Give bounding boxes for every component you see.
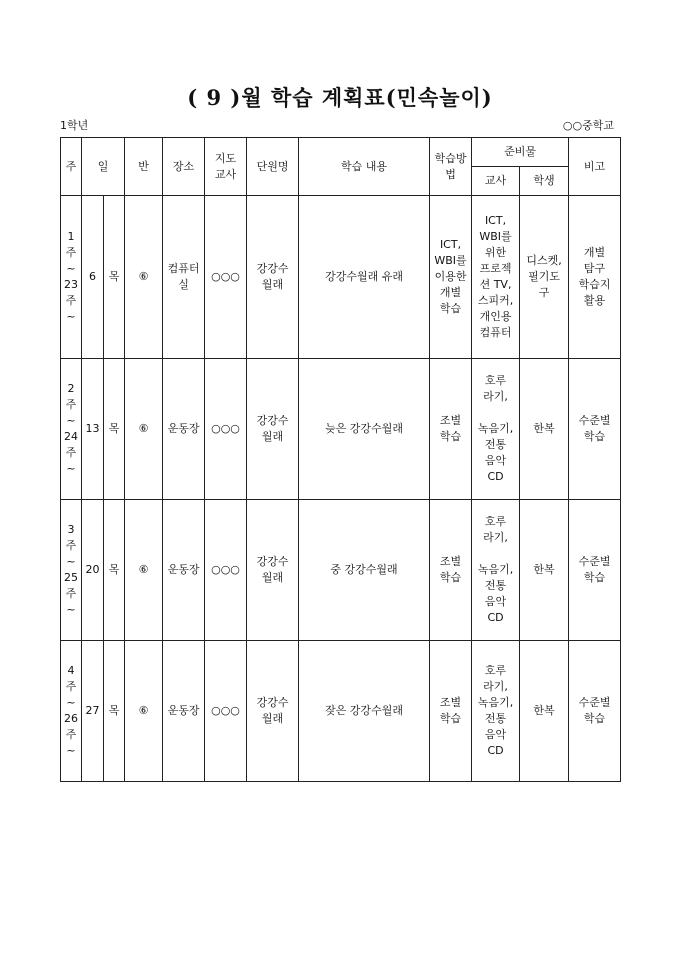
content-cell: 중 강강수월래 xyxy=(299,500,430,641)
lesson-plan-table xyxy=(60,137,621,782)
teacher-cell: ○○○ xyxy=(205,359,247,500)
mat-student-cell: 한복 xyxy=(520,359,569,500)
teacher-cell: ○○○ xyxy=(205,196,247,359)
mat-teacher-cell: ICT, WBI를 위한 프로젝 션 TV, 스피커, 개인용 컴퓨터 xyxy=(472,196,520,359)
class-cell: ⑥ xyxy=(125,359,163,500)
class-cell: ⑥ xyxy=(125,641,163,782)
place-cell: 운동장 xyxy=(163,359,205,500)
content-cell: 강강수월래 유래 xyxy=(299,196,430,359)
unit-cell: 강강수 월래 xyxy=(247,641,299,782)
unit-cell: 강강수 월래 xyxy=(247,196,299,359)
week-cell: 2 주 ~ 24 주 ~ xyxy=(61,359,82,500)
mat-teacher-cell: 호루 라기, 녹음기, 전통 음악 CD xyxy=(472,500,520,641)
mat-teacher-cell: 호루 라기, 녹음기, 전통 음악 CD xyxy=(472,641,520,782)
header-class: 반 xyxy=(125,138,163,196)
date-cell: 20 xyxy=(82,500,104,641)
week-cell: 3 주 ~ 25 주 ~ xyxy=(61,500,82,641)
note-cell: 수준별 학습 xyxy=(569,359,621,500)
header-method: 학습방 법 xyxy=(430,138,472,196)
table-row xyxy=(61,359,621,500)
unit-cell: 강강수 월래 xyxy=(247,359,299,500)
place-cell: 운동장 xyxy=(163,641,205,782)
weekday-cell: 목 xyxy=(104,359,125,500)
method-cell: 조별 학습 xyxy=(430,359,472,500)
header-row xyxy=(61,138,621,167)
header-mat-student: 학생 xyxy=(520,167,569,196)
table-row xyxy=(61,500,621,641)
header-unit: 단원명 xyxy=(247,138,299,196)
mat-teacher-cell: 호루 라기, 녹음기, 전통 음악 CD xyxy=(472,359,520,500)
header-teacher: 지도 교사 xyxy=(205,138,247,196)
header-note: 비고 xyxy=(569,138,621,196)
school-label: ○○중학교 xyxy=(562,119,614,132)
date-cell: 27 xyxy=(82,641,104,782)
date-cell: 6 xyxy=(82,196,104,359)
place-cell: 운동장 xyxy=(163,500,205,641)
content-cell: 잦은 강강수월래 xyxy=(299,641,430,782)
method-cell: ICT, WBI를 이용한 개별 학습 xyxy=(430,196,472,359)
date-cell: 13 xyxy=(82,359,104,500)
mat-student-cell: 한복 xyxy=(520,500,569,641)
method-cell: 조별 학습 xyxy=(430,641,472,782)
unit-cell: 강강수 월래 xyxy=(247,500,299,641)
note-cell: 개별 탐구 학습지 활용 xyxy=(569,196,621,359)
teacher-cell: ○○○ xyxy=(205,641,247,782)
page-title: ( 9 )월 학습 계획표(민속놀이) xyxy=(187,85,493,110)
teacher-cell: ○○○ xyxy=(205,500,247,641)
note-cell: 수준별 학습 xyxy=(569,500,621,641)
header-content: 학습 내용 xyxy=(299,138,430,196)
header-place: 장소 xyxy=(163,138,205,196)
class-cell: ⑥ xyxy=(125,500,163,641)
table-row xyxy=(61,641,621,782)
place-cell: 컴퓨터 실 xyxy=(163,196,205,359)
header-materials: 준비물 xyxy=(472,138,569,167)
class-cell: ⑥ xyxy=(125,196,163,359)
mat-student-cell: 디스켓, 필기도 구 xyxy=(520,196,569,359)
week-cell: 4 주 ~ 26 주 ~ xyxy=(61,641,82,782)
grade-label: 1학년 xyxy=(60,119,89,132)
header-mat-teacher: 교사 xyxy=(472,167,520,196)
header-day: 일 xyxy=(82,138,125,196)
week-cell: 1 주 ~ 23 주 ~ xyxy=(61,196,82,359)
weekday-cell: 목 xyxy=(104,500,125,641)
weekday-cell: 목 xyxy=(104,641,125,782)
weekday-cell: 목 xyxy=(104,196,125,359)
note-cell: 수준별 학습 xyxy=(569,641,621,782)
table-row xyxy=(61,196,621,359)
mat-student-cell: 한복 xyxy=(520,641,569,782)
content-cell: 늦은 강강수월래 xyxy=(299,359,430,500)
method-cell: 조별 학습 xyxy=(430,500,472,641)
header-week: 주 xyxy=(61,138,82,196)
